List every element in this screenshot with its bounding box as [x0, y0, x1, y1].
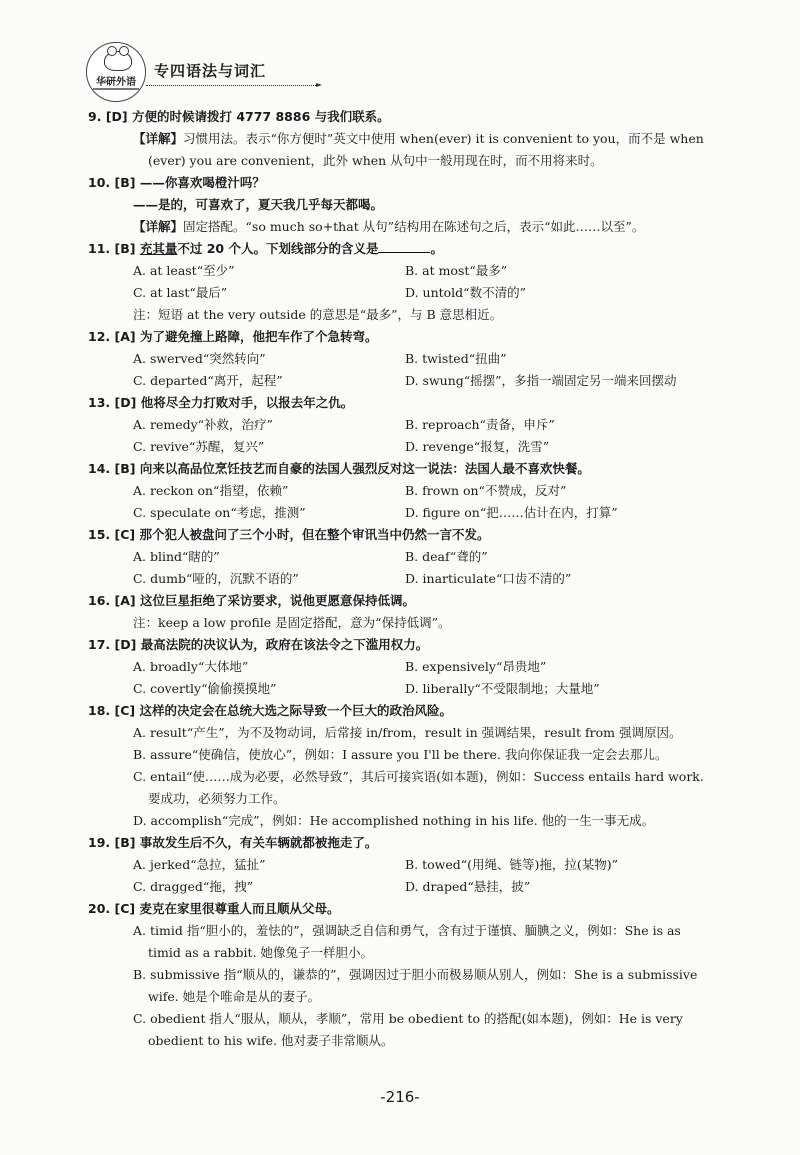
option: B. deaf“聋的” [405, 549, 488, 564]
explanation-line [88, 766, 748, 788]
option: C. at last“最后” [133, 285, 228, 300]
book-title: 专四语法与词汇 [154, 62, 267, 80]
options-row [88, 656, 748, 678]
question-item [88, 832, 748, 854]
explanation-text: 固定搭配。“so much so+that 从句”结构用在陈述句之后，表示“如此……以至”。 [183, 219, 645, 234]
option: B. at most“最多” [405, 263, 508, 278]
options-row [88, 568, 748, 590]
underlined-phrase: 充其量 [139, 241, 178, 256]
explanation-line [88, 150, 748, 172]
question-stem: 向来以高品位烹饪技艺而自豪的法国人强烈反对这一说法：法国人最不喜欢快餐。 [139, 461, 590, 476]
explanation-text: (ever) you are convenient，此外 when 从句中一般用现在时，而不用将来时。 [148, 153, 603, 168]
answer-letter: [D] [105, 109, 128, 124]
explanation-text: 要成功，必须努力工作。 [148, 791, 286, 806]
publisher-logo [86, 42, 146, 102]
question-number: 20. [88, 901, 111, 916]
frog-mascot-icon [104, 51, 132, 71]
answer-letter: [A] [114, 593, 136, 608]
answer-letter: [B] [114, 461, 136, 476]
options-row [88, 414, 748, 436]
options-row [88, 854, 748, 876]
answer-letter: [C] [114, 901, 136, 916]
options-row [88, 282, 748, 304]
explanation-line [88, 810, 748, 832]
question-number: 17. [88, 637, 111, 652]
option: A. blind“瞎的” [133, 549, 220, 564]
question-number: 13. [88, 395, 111, 410]
detail-label: 【详解】 [133, 219, 184, 234]
question-item [88, 392, 748, 414]
question-number: 15. [88, 527, 111, 542]
logo-underline [93, 88, 139, 90]
explanation-text: A. result“产生”，为不及物动词，后常接 in/from，result in 强调结果，result from 强调原因。 [133, 725, 682, 740]
question-item [88, 172, 748, 194]
question-number: 10. [88, 175, 111, 190]
explanation-line [88, 920, 748, 942]
explanation-text: 注：短语 at the very outside 的意思是“最多”，与 B 意思相近。 [133, 307, 503, 322]
explanation-line [88, 128, 748, 150]
explanation-text: B. assure“使确信，使放心”，例如：I assure you I'll be there. 我向你保证我一定会去那儿。 [133, 747, 668, 762]
answer-letter: [C] [114, 527, 136, 542]
explanation-text: A. timid 指“胆小的，羞怯的”，强调缺乏自信和勇气，含有过于谨慎、腼腆之义，例如：She is as [133, 923, 681, 938]
explanation-line [88, 942, 748, 964]
question-number: 19. [88, 835, 111, 850]
question-number: 11. [88, 241, 111, 256]
dialogue-response: ——是的，可喜欢了，夏天我几乎每天都喝。 [133, 197, 384, 212]
page-number: -216- [380, 1088, 420, 1106]
answer-letter: [D] [114, 395, 137, 410]
option: B. twisted“扭曲” [405, 351, 507, 366]
answer-letter: [B] [114, 241, 136, 256]
explanation-line [88, 304, 748, 326]
options-row [88, 678, 748, 700]
option: C. dumb“哑的，沉默不语的” [133, 571, 299, 586]
question-stem: 事故发生后不久，有关车辆就都被拖走了。 [139, 835, 378, 850]
title-arrow-rule [146, 85, 318, 86]
answer-letter: [C] [114, 703, 136, 718]
question-item [88, 590, 748, 612]
explanation-line [88, 964, 748, 986]
options-row [88, 260, 748, 282]
explanation-text: B. submissive 指“顺从的，谦恭的”，强调因过于胆小而极易顺从别人，例如：She is a submissive [133, 967, 698, 982]
options-row [88, 348, 748, 370]
option: D. inarticulate“口齿不清的” [405, 571, 572, 586]
option: D. draped“悬挂，披” [405, 879, 531, 894]
options-row [88, 502, 748, 524]
question-number: 9. [88, 109, 102, 124]
question-item [88, 898, 748, 920]
option: A. jerked“急拉，猛扯” [133, 857, 266, 872]
option: C. departed“离开，起程” [133, 373, 283, 388]
explanation-text: D. accomplish“完成”，例如：He accomplished nothing in his life. 他的一生一事无成。 [133, 813, 655, 828]
question-item [88, 700, 748, 722]
question-stem: 不过 20 个人。下划线部分的含义是 [177, 241, 379, 256]
explanation-line [88, 788, 748, 810]
question-item [88, 106, 748, 128]
explanation-text: obedient to his wife. 他对妻子非常顺从。 [148, 1033, 394, 1048]
explanation-text: C. obedient 指人“服从，顺从，孝顺”，常用 be obedient to 的搭配(如本题)，例如：He is very [133, 1011, 683, 1026]
answer-key-content [88, 106, 748, 1052]
option: C. speculate on“考虑，推测” [133, 505, 306, 520]
question-stem: ——你喜欢喝橙汁吗？ [139, 175, 265, 190]
explanation-line [88, 216, 748, 238]
answer-letter: [D] [114, 637, 137, 652]
answer-blank [378, 240, 430, 253]
option: B. frown on“不赞成，反对” [405, 483, 567, 498]
options-row [88, 546, 748, 568]
explanation-text: 习惯用法。表示“你方便时”英文中使用 when(ever) it is convenient to you，而不是 when [183, 131, 704, 146]
explanation-text: 注：keep a low profile 是固定搭配，意为“保持低调”。 [133, 615, 451, 630]
option: C. revive“苏醒，复兴” [133, 439, 265, 454]
question-stem: 这样的决定会在总统大选之际导致一个巨大的政治风险。 [139, 703, 452, 718]
option: D. figure on“把……估计在内，打算” [405, 505, 618, 520]
explanation-text: C. entail“使……成为必要，必然导致”，其后可接宾语(如本题)，例如：Success entails hard work. [133, 769, 704, 784]
question-number: 16. [88, 593, 111, 608]
option: C. covertly“偷偷摸摸地” [133, 681, 277, 696]
answer-letter: [B] [114, 835, 136, 850]
question-stem: 为了避免撞上路障，他把车作了个急转弯。 [139, 329, 378, 344]
question-number: 12. [88, 329, 111, 344]
question-item [88, 326, 748, 348]
option: A. broadly“大体地” [133, 659, 249, 674]
explanation-line [88, 722, 748, 744]
question-stem: 最高法院的决议认为，政府在该法令之下滥用权力。 [140, 637, 429, 652]
options-row [88, 436, 748, 458]
option: B. reproach“责备，申斥” [405, 417, 555, 432]
options-row [88, 876, 748, 898]
option: B. expensively“昂贵地” [405, 659, 547, 674]
stem-end: 。 [430, 241, 443, 256]
option: C. dragged“拖，拽” [133, 879, 254, 894]
question-stem: 那个犯人被盘问了三个小时，但在整个审讯当中仍然一言不发。 [139, 527, 490, 542]
options-row [88, 480, 748, 502]
option: D. swung“摇摆”，多指一端固定另一端来回摆动 [405, 373, 677, 388]
explanation-line [88, 744, 748, 766]
explanation-line [88, 612, 748, 634]
question-stem: 麦克在家里很尊重人而且顺从父母。 [139, 901, 340, 916]
option: B. towed“(用绳、链等)拖，拉(某物)” [405, 857, 619, 872]
explanation-text: timid as a rabbit. 她像兔子一样胆小。 [148, 945, 374, 960]
explanation-line [88, 1008, 748, 1030]
question-stem: 方便的时候请拨打 4777 8886 与我们联系。 [131, 109, 390, 124]
question-item [88, 238, 748, 260]
question-stem: 这位巨星拒绝了采访要求，说他更愿意保持低调。 [139, 593, 415, 608]
question-item [88, 634, 748, 656]
options-row [88, 370, 748, 392]
explanation-text: wife. 她是个唯命是从的妻子。 [148, 989, 321, 1004]
question-stem: 他将尽全力打败对手，以报去年之仇。 [140, 395, 354, 410]
detail-label: 【详解】 [133, 131, 184, 146]
question-number: 14. [88, 461, 111, 476]
option: A. swerved“突然转向” [133, 351, 266, 366]
answer-letter: [A] [114, 329, 136, 344]
option: A. reckon on“指望，依赖” [133, 483, 289, 498]
option: D. untold“数不清的” [405, 285, 526, 300]
option: D. revenge“报复，洗雪” [405, 439, 550, 454]
explanation-line [88, 986, 748, 1008]
answer-letter: [B] [114, 175, 136, 190]
question-item [88, 458, 748, 480]
option: A. remedy“补救，治疗” [133, 417, 273, 432]
logo-text: 华研外语 [96, 77, 136, 88]
page-header [86, 42, 326, 102]
option: A. at least“至少” [133, 263, 235, 278]
option: D. liberally“不受限制地；大量地” [405, 681, 600, 696]
explanation-line [88, 1030, 748, 1052]
question-item [88, 524, 748, 546]
question-number: 18. [88, 703, 111, 718]
